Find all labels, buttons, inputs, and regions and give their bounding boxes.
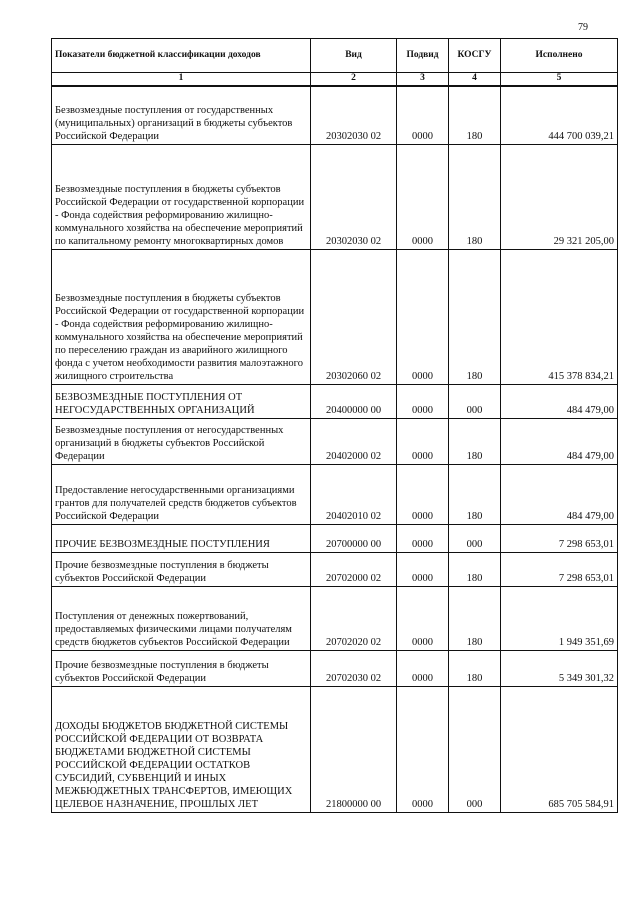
table-row [52, 86, 618, 144]
row-executed: 415 378 834,21 [501, 249, 618, 384]
row-type: 20702030 02 [311, 650, 397, 686]
column-number: 3 [397, 73, 449, 87]
row-kosgu: 180 [449, 418, 501, 464]
row-type: 20302030 02 [311, 144, 397, 249]
header-subtype: Подвид [397, 39, 449, 73]
column-number-row [52, 73, 618, 87]
row-executed: 29 321 205,00 [501, 144, 618, 249]
row-name: Безвозмездные поступления от государственных (муниципальных) организаций в бюджеты субъектов Российской Федерации [52, 86, 311, 144]
row-type: 20402010 02 [311, 464, 397, 524]
table-header-row [52, 39, 618, 73]
row-subtype: 0000 [397, 418, 449, 464]
table-row [52, 524, 618, 552]
row-subtype: 0000 [397, 144, 449, 249]
row-subtype: 0000 [397, 686, 449, 812]
row-kosgu: 000 [449, 524, 501, 552]
row-kosgu: 180 [449, 552, 501, 586]
row-executed: 484 479,00 [501, 464, 618, 524]
row-executed: 484 479,00 [501, 418, 618, 464]
table-row [52, 464, 618, 524]
header-name: Показатели бюджетной классификации доходов [52, 39, 311, 73]
row-name: Безвозмездные поступления в бюджеты субъектов Российской Федерации от государственной корпорации - Фонда содействия реформированию жилищно-коммунального хозяйства на обеспечение мероприятий по капитальному ремонту многоквартирных домов [52, 144, 311, 249]
header-executed: Исполнено [501, 39, 618, 73]
row-executed: 444 700 039,21 [501, 86, 618, 144]
row-kosgu: 180 [449, 144, 501, 249]
row-executed: 5 349 301,32 [501, 650, 618, 686]
row-name: БЕЗВОЗМЕЗДНЫЕ ПОСТУПЛЕНИЯ ОТ НЕГОСУДАРСТВЕННЫХ ОРГАНИЗАЦИЙ [52, 384, 311, 418]
row-executed: 484 479,00 [501, 384, 618, 418]
table-row [52, 144, 618, 249]
row-subtype: 0000 [397, 524, 449, 552]
row-executed: 685 705 584,91 [501, 686, 618, 812]
row-executed: 1 949 351,69 [501, 586, 618, 650]
row-name: Безвозмездные поступления в бюджеты субъектов Российской Федерации от государственной корпорации - Фонда содействия реформированию жилищно-коммунального хозяйства на обеспечение мероприятий по переселению граждан из аварийного жилищного фонда с учетом необходимости развития малоэтажного жилищного строительства [52, 249, 311, 384]
row-kosgu: 000 [449, 384, 501, 418]
row-kosgu: 180 [449, 586, 501, 650]
row-type: 20400000 00 [311, 384, 397, 418]
row-kosgu: 180 [449, 464, 501, 524]
column-number: 4 [449, 73, 501, 87]
row-subtype: 0000 [397, 586, 449, 650]
row-subtype: 0000 [397, 650, 449, 686]
row-name: Безвозмездные поступления от негосударственных организаций в бюджеты субъектов Российской Федерации [52, 418, 311, 464]
row-subtype: 0000 [397, 86, 449, 144]
row-type: 20702000 02 [311, 552, 397, 586]
row-executed: 7 298 653,01 [501, 552, 618, 586]
row-type: 20702020 02 [311, 586, 397, 650]
row-type: 20700000 00 [311, 524, 397, 552]
row-name: Предоставление негосударственными организациями грантов для получателей средств бюджетов субъектов Российской Федерации [52, 464, 311, 524]
row-executed: 7 298 653,01 [501, 524, 618, 552]
row-name: Прочие безвозмездные поступления в бюджеты субъектов Российской Федерации [52, 552, 311, 586]
row-type: 20302030 02 [311, 86, 397, 144]
table-row [52, 586, 618, 650]
table-row [52, 418, 618, 464]
column-number: 5 [501, 73, 618, 87]
page-number: 79 [578, 22, 588, 33]
row-subtype: 0000 [397, 552, 449, 586]
row-subtype: 0000 [397, 384, 449, 418]
table-row [52, 249, 618, 384]
row-name: Поступления от денежных пожертвований, предоставляемых физическими лицами получателям средств бюджетов субъектов Российской Федерации [52, 586, 311, 650]
row-subtype: 0000 [397, 464, 449, 524]
header-kosgu: КОСГУ [449, 39, 501, 73]
table-row [52, 384, 618, 418]
row-name: ДОХОДЫ БЮДЖЕТОВ БЮДЖЕТНОЙ СИСТЕМЫ РОССИЙСКОЙ ФЕДЕРАЦИИ ОТ ВОЗВРАТА БЮДЖЕТАМИ БЮДЖЕТНОЙ СИСТЕМЫ РОССИЙСКОЙ ФЕДЕРАЦИИ ОСТАТКОВ СУБСИДИЙ, СУБВЕНЦИЙ И ИНЫХ МЕЖБЮДЖЕТНЫХ ТРАНСФЕРТОВ, ИМЕЮЩИХ ЦЕЛЕВОЕ НАЗНАЧЕНИЕ, ПРОШЛЫХ ЛЕТ [52, 686, 311, 812]
row-kosgu: 180 [449, 86, 501, 144]
budget-revenue-table [51, 38, 618, 813]
row-name: ПРОЧИЕ БЕЗВОЗМЕЗДНЫЕ ПОСТУПЛЕНИЯ [52, 524, 311, 552]
table-row [52, 686, 618, 812]
table-row [52, 650, 618, 686]
column-number: 2 [311, 73, 397, 87]
row-type: 20402000 02 [311, 418, 397, 464]
row-name: Прочие безвозмездные поступления в бюджеты субъектов Российской Федерации [52, 650, 311, 686]
row-kosgu: 180 [449, 650, 501, 686]
row-kosgu: 180 [449, 249, 501, 384]
row-type: 20302060 02 [311, 249, 397, 384]
table-row [52, 552, 618, 586]
row-subtype: 0000 [397, 249, 449, 384]
row-type: 21800000 00 [311, 686, 397, 812]
column-number: 1 [52, 73, 311, 87]
row-kosgu: 000 [449, 686, 501, 812]
header-type: Вид [311, 39, 397, 73]
